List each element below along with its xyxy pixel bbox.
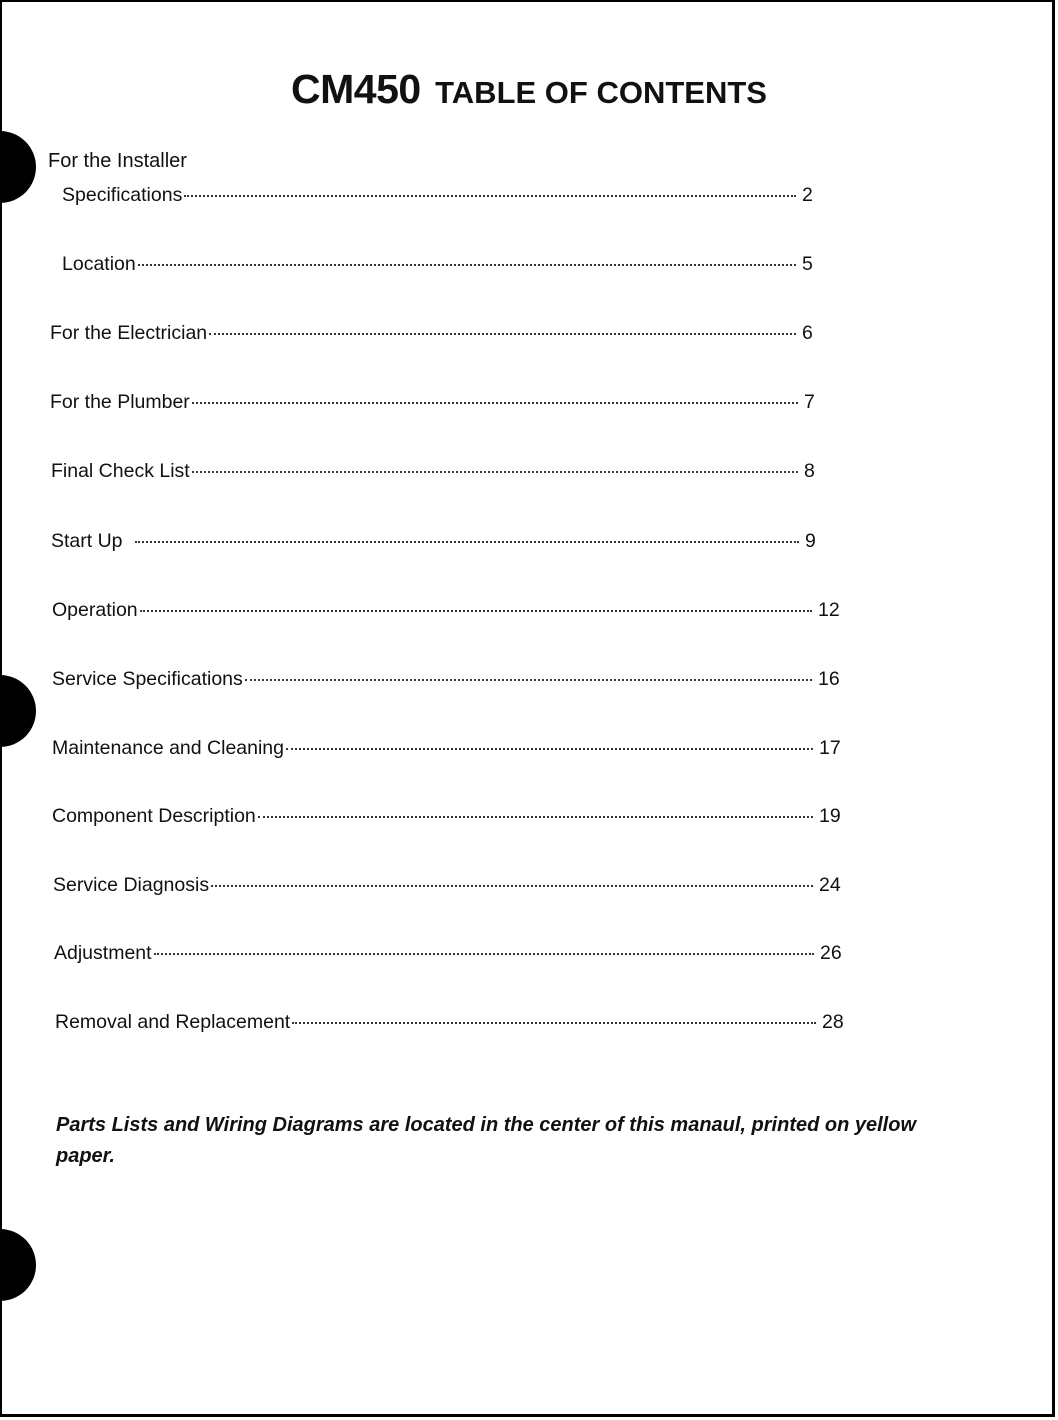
toc-entry-label: For the Electrician [50,322,208,344]
dot-leader [211,885,813,887]
toc-entry[interactable] [50,391,834,419]
dot-leader [154,953,814,955]
toc-entry-page: 12 [818,599,840,621]
dot-leader [258,816,813,818]
toc-entry-page: 19 [819,805,841,827]
toc-entry[interactable] [52,668,848,696]
toc-entry-page: 17 [819,737,841,759]
toc-entry-page: 16 [818,668,840,690]
toc-entry[interactable] [62,184,832,212]
toc-entry-label: Final Check List [51,460,190,482]
toc-entry-label: Removal and Replacement [55,1011,291,1033]
dot-leader [292,1022,816,1024]
toc-entry[interactable] [52,805,849,833]
toc-entry[interactable] [51,530,835,558]
toc-entry-page: 2 [802,184,813,206]
toc-entry-page: 24 [819,874,841,896]
page-title [0,66,1058,113]
toc-entry[interactable] [50,322,832,350]
toc-entry-page: 9 [805,530,816,552]
toc-entry-page: 5 [802,253,813,275]
toc-entry[interactable] [52,737,849,765]
toc-entry[interactable] [62,253,832,281]
toc-entry-label: Operation [52,599,138,621]
toc-entry-label: Specifications [62,184,183,206]
dot-leader [140,610,812,612]
dot-leader [286,748,813,750]
toc-entry[interactable] [53,874,849,902]
title-heading: TABLE OF CONTENTS [435,75,767,110]
toc-entry-label: For the Plumber [50,391,190,413]
toc-entry-page: 6 [802,322,813,344]
model-number: CM450 [291,66,421,112]
dot-leader [245,679,812,681]
dot-leader [192,471,798,473]
toc-entry-page: 28 [822,1011,844,1033]
toc-entry-label: Service Specifications [52,668,243,690]
toc-entry-page: 7 [804,391,815,413]
dot-leader [209,333,796,335]
section-label-installer: For the Installer [48,150,187,172]
dot-leader [184,195,796,197]
toc-entry-page: 8 [804,460,815,482]
toc-entry-page: 26 [820,942,842,964]
toc-entry[interactable] [51,460,834,488]
dot-leader [135,541,799,543]
toc-entry-label: Component Description [52,805,256,827]
parts-lists-note: Parts Lists and Wiring Diagrams are located in the center of this manaul, printed on yellow paper. [56,1114,916,1167]
toc-entry-label: Service Diagnosis [53,874,210,896]
toc-entry-label: Location [62,253,136,275]
dot-leader [192,402,798,404]
dot-leader [138,264,796,266]
toc-entry-label: Adjustment [54,942,152,964]
toc-entry[interactable] [52,599,848,627]
toc-entry[interactable] [54,942,850,970]
toc-entry[interactable] [55,1011,852,1039]
toc-entry-label: Start Up [51,530,123,552]
toc-entry-label: Maintenance and Cleaning [52,737,285,759]
